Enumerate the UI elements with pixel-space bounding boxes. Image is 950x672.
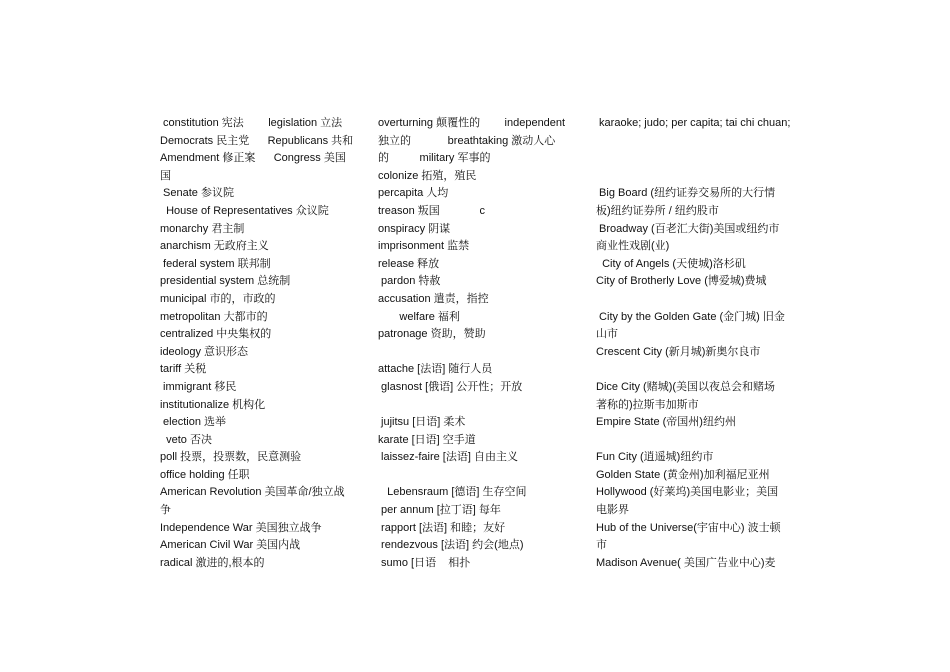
text-line-with-circle — [596, 150, 794, 168]
circle-line — [596, 133, 794, 151]
text-line: onspiracy 阴谋 — [378, 222, 451, 235]
text-line: karate [日语] 空手道 — [378, 433, 476, 446]
text-line: pardon 特赦 — [378, 275, 441, 288]
blank-line — [596, 168, 794, 186]
column-1 — [160, 115, 355, 572]
text-line: Madison Avenue( 美国广告业中心)麦 — [596, 556, 776, 569]
text-line: institutionalize 机构化 — [160, 398, 266, 411]
text-line: Golden State (黄金州)加利福尼亚州 — [596, 468, 770, 481]
text-line: American Revolution 美国革命/独立战 — [160, 486, 345, 499]
text-line: City by the Golden Gate (金门城) 旧金 — [596, 310, 785, 323]
text-line: Lebensraum [德语] 生存空间 — [378, 486, 527, 499]
text-line: percapita 人均 — [378, 187, 449, 200]
text-line: overturning 颠覆性的 independent — [378, 117, 566, 129]
text-line: constitution 宪法 legislation 立法 — [160, 117, 343, 129]
text-line: tariff 关税 — [160, 363, 207, 376]
text-line: municipal 市的，市政的 — [160, 292, 276, 305]
text-line: immigrant 移民 — [160, 380, 237, 393]
text-line: laissez-faire [法语] 自由主义 — [378, 451, 518, 464]
blank-line — [596, 361, 794, 379]
text-line: 商业性戏剧(业) — [596, 240, 670, 253]
text-line: glasnost [俄语] 公开性；开放 — [378, 380, 523, 393]
column-3 — [596, 115, 794, 572]
text-line: poll 投票，投票数，民意测验 — [160, 451, 302, 464]
text-line: welfare 福利 — [378, 310, 460, 323]
text-line: 争 — [160, 504, 171, 517]
text-line: patronage 资助，赞助 — [378, 328, 486, 341]
text-line: Hub of the Universe(宇宙中心) 波士顿 — [596, 521, 781, 534]
text-line: Dice City (赌城)(美国以夜总会和赌场 — [596, 380, 776, 393]
text-line: colonize 拓殖，殖民 — [378, 169, 477, 182]
text-line: attache [法语] 随行人员 — [378, 363, 493, 376]
text-line: office holding 任职 — [160, 468, 250, 481]
text-line: City of Angels (天使城)洛杉矶 — [596, 257, 746, 270]
text-line: Crescent City (新月城)新奥尔良市 — [596, 345, 761, 358]
text-line: rapport [法语] 和睦；友好 — [378, 521, 506, 534]
text-line: release 释放 — [378, 257, 440, 270]
text-line: 山市 — [596, 328, 618, 341]
blank-line — [378, 397, 575, 415]
text-line: 著称的)拉斯韦加斯市 — [596, 398, 699, 411]
text-line: per annum [拉丁语] 每年 — [378, 504, 501, 517]
blank-line — [596, 432, 794, 450]
blank-line — [596, 291, 794, 309]
text-line: Amendment 修正案 Congress 美国 — [160, 152, 346, 165]
text-line: karaoke; judo; per capita; tai chi chuan; — [596, 117, 791, 129]
column-2 — [378, 115, 575, 572]
text-line: sumo [日语 相扑 — [378, 556, 471, 569]
text-line: 的 military 军事的 — [378, 152, 491, 165]
text-line: House of Representatives 众议院 — [160, 204, 329, 217]
text-line: American Civil War 美国内战 — [160, 539, 301, 552]
text-line: 电影界 — [596, 504, 629, 517]
text-line: anarchism 无政府主义 — [160, 240, 269, 253]
text-line: ideology 意识形态 — [160, 345, 249, 358]
text-line: presidential system 总统制 — [160, 275, 291, 288]
text-line: City of Brotherly Love (博爱城)费城 — [596, 275, 767, 288]
text-line: 板)纽约证券所 / 纽约股市 — [596, 204, 719, 217]
text-line: Empire State (帝国州)纽约州 — [596, 416, 736, 429]
text-line: treason 叛国 c — [378, 204, 485, 217]
text-line: imprisonment 监禁 — [378, 240, 470, 253]
text-line: radical 激进的,根本的 — [160, 556, 265, 569]
blank-line — [378, 467, 575, 485]
text-line: monarchy 君主制 — [160, 222, 245, 235]
text-line: accusation 遣责，指控 — [378, 292, 489, 305]
text-line: 国 — [160, 169, 171, 182]
text-line: 独立的 breathtaking 激动人心 — [378, 134, 556, 147]
text-line: Broadway (百老汇大街)美国或纽约市 — [596, 222, 780, 235]
text-line: Hollywood (好莱坞)美国电影业；美国 — [596, 486, 779, 499]
text-line: metropolitan 大都市的 — [160, 310, 268, 323]
text-line: election 选举 — [160, 416, 227, 429]
text-line: Senate 参议院 — [160, 187, 234, 200]
text-line: centralized 中央集权的 — [160, 328, 272, 341]
text-line: Independence War 美国独立战争 — [160, 521, 322, 534]
text-line: veto 否决 — [160, 433, 212, 446]
text-line: Democrats 民主党 Republicans 共和 — [160, 134, 354, 147]
text-line: jujitsu [日语] 柔术 — [378, 416, 466, 429]
text-line: rendezvous [法语] 约会(地点) — [378, 539, 524, 552]
text-line: Big Board (纽约证券交易所的大行情 — [596, 187, 776, 200]
text-line: federal system 联邦制 — [160, 257, 271, 270]
text-line: Fun City (逍遥城)纽约市 — [596, 451, 714, 464]
text-line: 市 — [596, 539, 607, 552]
text-line-with-circle — [378, 344, 575, 362]
